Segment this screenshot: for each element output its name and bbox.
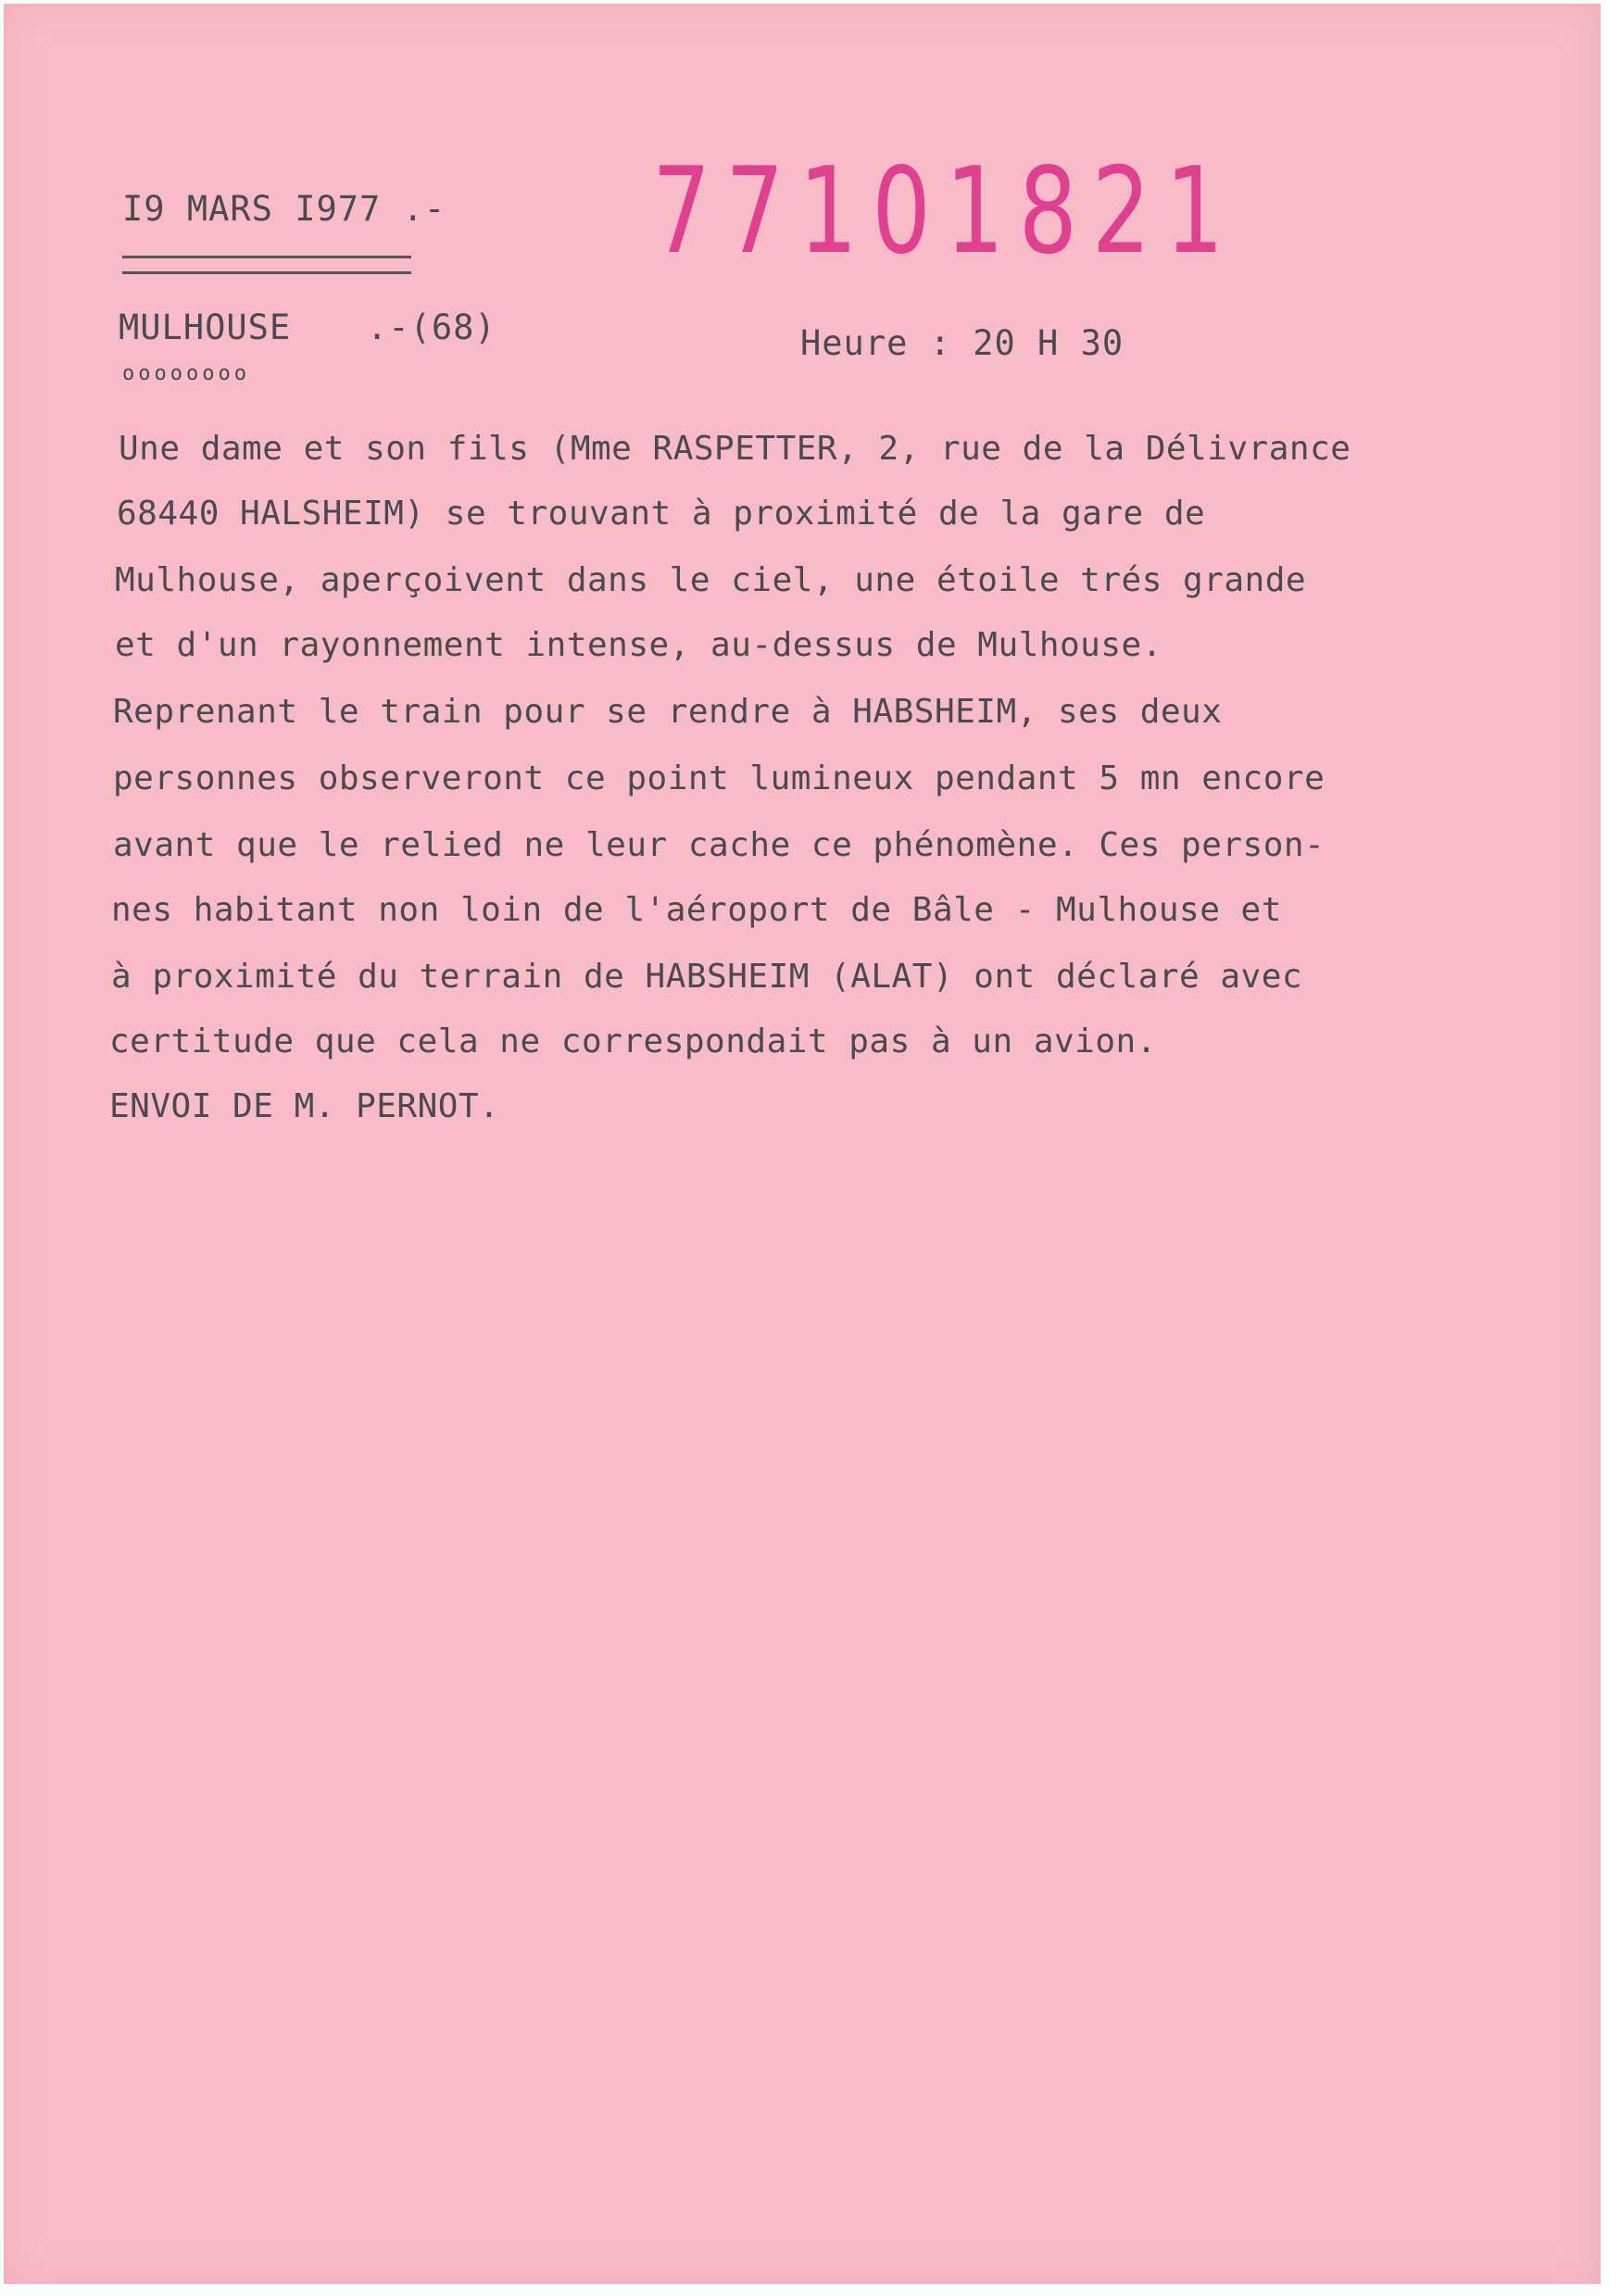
report-line: Mulhouse, aperçoivent dans le ciel, une étoile trés grande [115,561,1307,599]
report-line: Reprenant le train pour se rendre à HABSHEIM, ses deux [113,693,1223,731]
report-line: à proximité du terrain de HABSHEIM (ALAT) ont déclaré avec [111,958,1303,996]
report-line: nes habitant non loin de l'aéroport de Bâle - Mulhouse et [111,891,1282,929]
report-line: avant que le relied ne leur cache ce phénomène. Ces person- [113,826,1326,864]
report-line: Une dame et son fils (Mme RASPETTER, 2, rue de la Délivrance [119,430,1351,468]
report-date: I9 MARS I977 .- [122,189,446,229]
report-line: certitude que cela ne correspondait pas à un avion. [109,1023,1157,1060]
city-name: MULHOUSE [119,307,292,347]
report-line: ENVOI DE M. PERNOT. [109,1087,500,1125]
date-underline [122,256,411,274]
department-code: .-(68) [367,307,496,347]
report-time: Heure : 20 H 30 [800,323,1125,363]
stamp-number: 77101821 [652,143,1238,281]
report-line: personnes observeront ce point lumineux pendant 5 mn encore [113,759,1326,797]
document-sheet [4,4,1601,2284]
city-underline: oooooooo [122,362,250,385]
report-line: 68440 HALSHEIM) se trouvant à proximité de la gare de [117,495,1206,533]
report-line: et d'un rayonnement intense, au-dessus de Mulhouse. [115,626,1162,664]
